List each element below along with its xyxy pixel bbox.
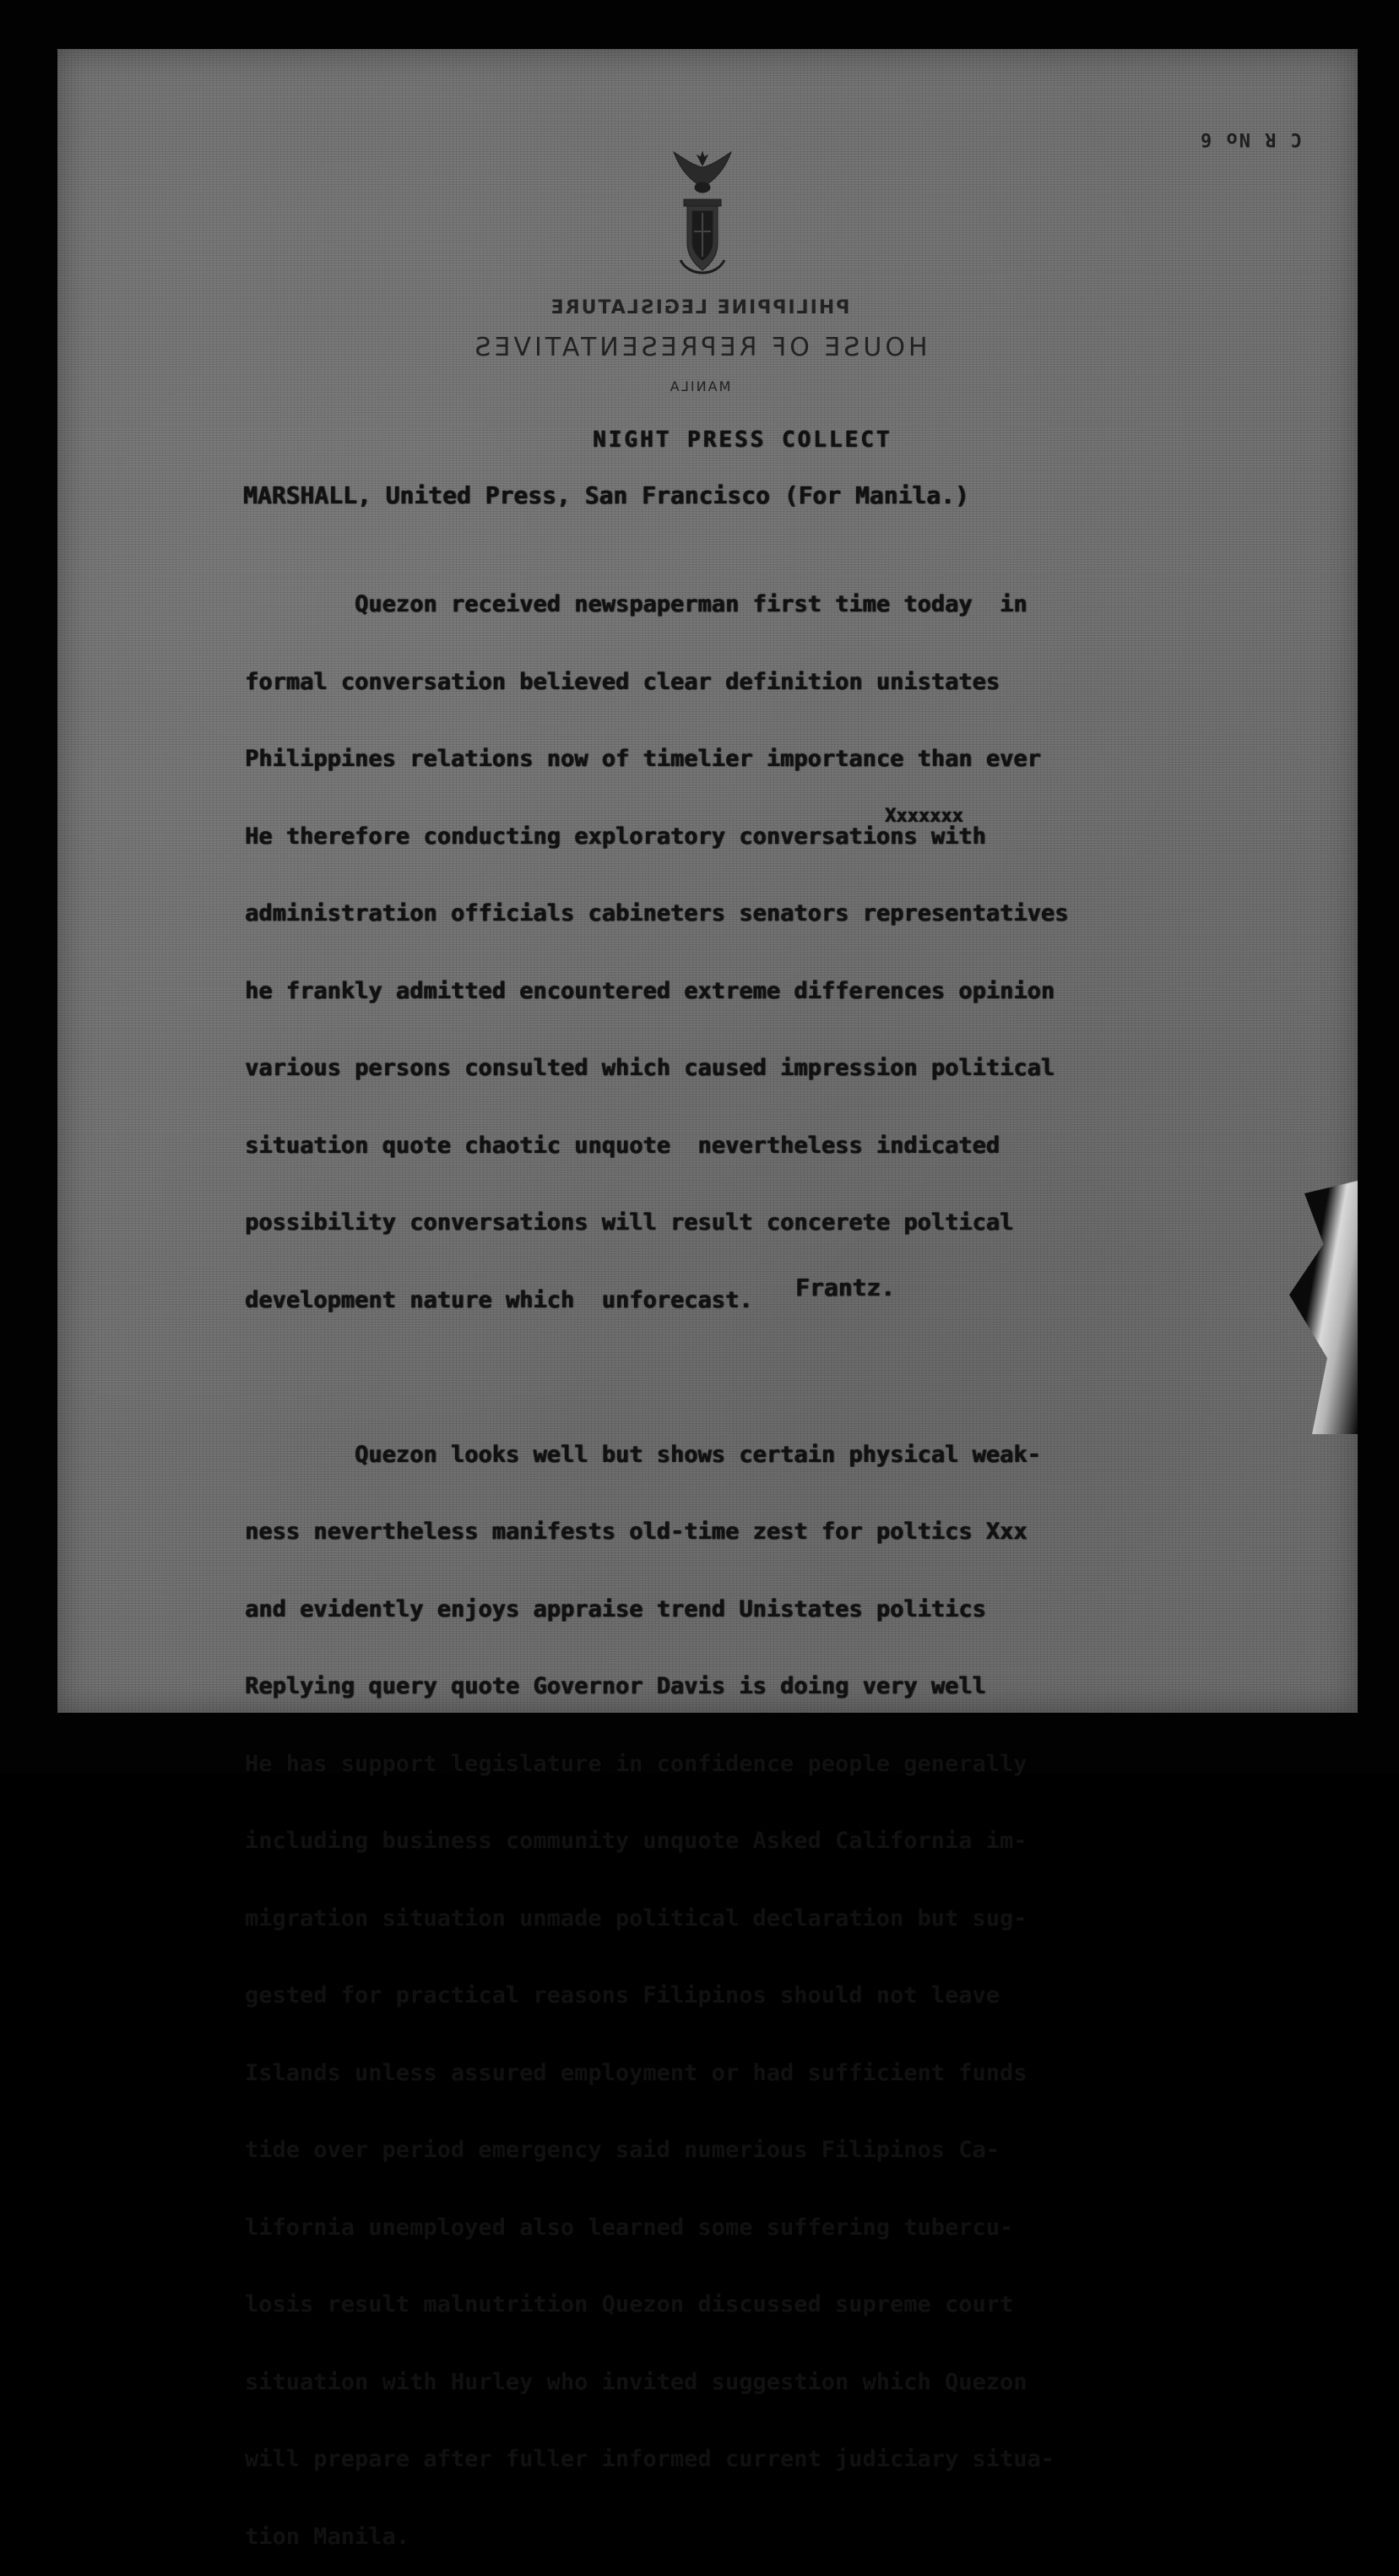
body-line: tion Manila. [245,2523,410,2550]
letterhead-legislature: PHILIPPINE LEGISLATURE [549,297,850,318]
body-line: formal conversation believed clear definition unistates [245,668,1000,695]
letterhead-house: HOUSE OF REPRESENTATIVES [471,333,928,362]
body-line: including business community unquote Asked California im- [245,1828,1028,1854]
body-line: situation with Hurley who invited suggestion which Quezon [245,2368,1028,2395]
telegram-body [245,541,1068,2576]
body-line: He therefore conducting exploratory conversations with [245,823,986,850]
body-line [245,1365,1068,1391]
body-line: tide over period emergency said numerious Filipinos Ca- [245,2137,1000,2163]
body-line: situation quote chaotic unquote nevertheless indicated [245,1132,1000,1159]
body-line: lifornia unemployed also learned some suffering tubercu- [245,2214,1014,2241]
body-line: various persons consulted which caused impression political [245,1055,1055,1081]
body-line: migration situation unmade political declaration but sug- [245,1905,1028,1932]
body-line: ness nevertheless manifests old-time zest for poltics Xxx [245,1519,1028,1545]
signature: Frantz. [795,1274,896,1302]
body-line: development nature which unforecast. [245,1286,753,1313]
body-line: Quezon looks well but shows certain physical weak- [245,1441,1041,1468]
body-line: and evidently enjoys appraise trend Unistates politics [245,1595,986,1622]
body-line: administration officials cabineters senators representatives [245,900,1069,927]
telegram-heading: NIGHT PRESS COLLECT [593,427,892,453]
body-line: he frankly admitted encountered extreme differences opinion [245,977,1055,1004]
body-line: Replying query quote Governor Davis is doing very well [245,1673,986,1699]
telegram-address: MARSHALL, United Press, San Francisco (For Manila.) [243,481,969,509]
body-line: He has support legislature in confidence people generally [245,1750,1028,1777]
body-line: Islands unless assured employment or had sufficient funds [245,2059,1028,2086]
body-line: possibility conversations will result concerete poltical [245,1209,1014,1236]
body-line: losis result malnutrition Quezon discussed supreme court [245,2291,1014,2318]
body-line: gested for practical reasons Filipinos should not leave [245,1982,1000,2008]
document-reference-mark: C R No 6 [1199,128,1302,149]
body-line: Quezon received newspaperman first time today in [245,591,1028,617]
letterhead-city: MANILA [668,378,731,394]
eagle-seal-icon [669,150,736,285]
torn-edge [1282,1181,1358,1434]
overtype-mark: Xxxxxxx [885,806,963,827]
body-line: Philippines relations now of timelier importance than ever [245,746,1041,772]
body-line: will prepare after fuller informed current judiciary situa- [245,2446,1055,2472]
